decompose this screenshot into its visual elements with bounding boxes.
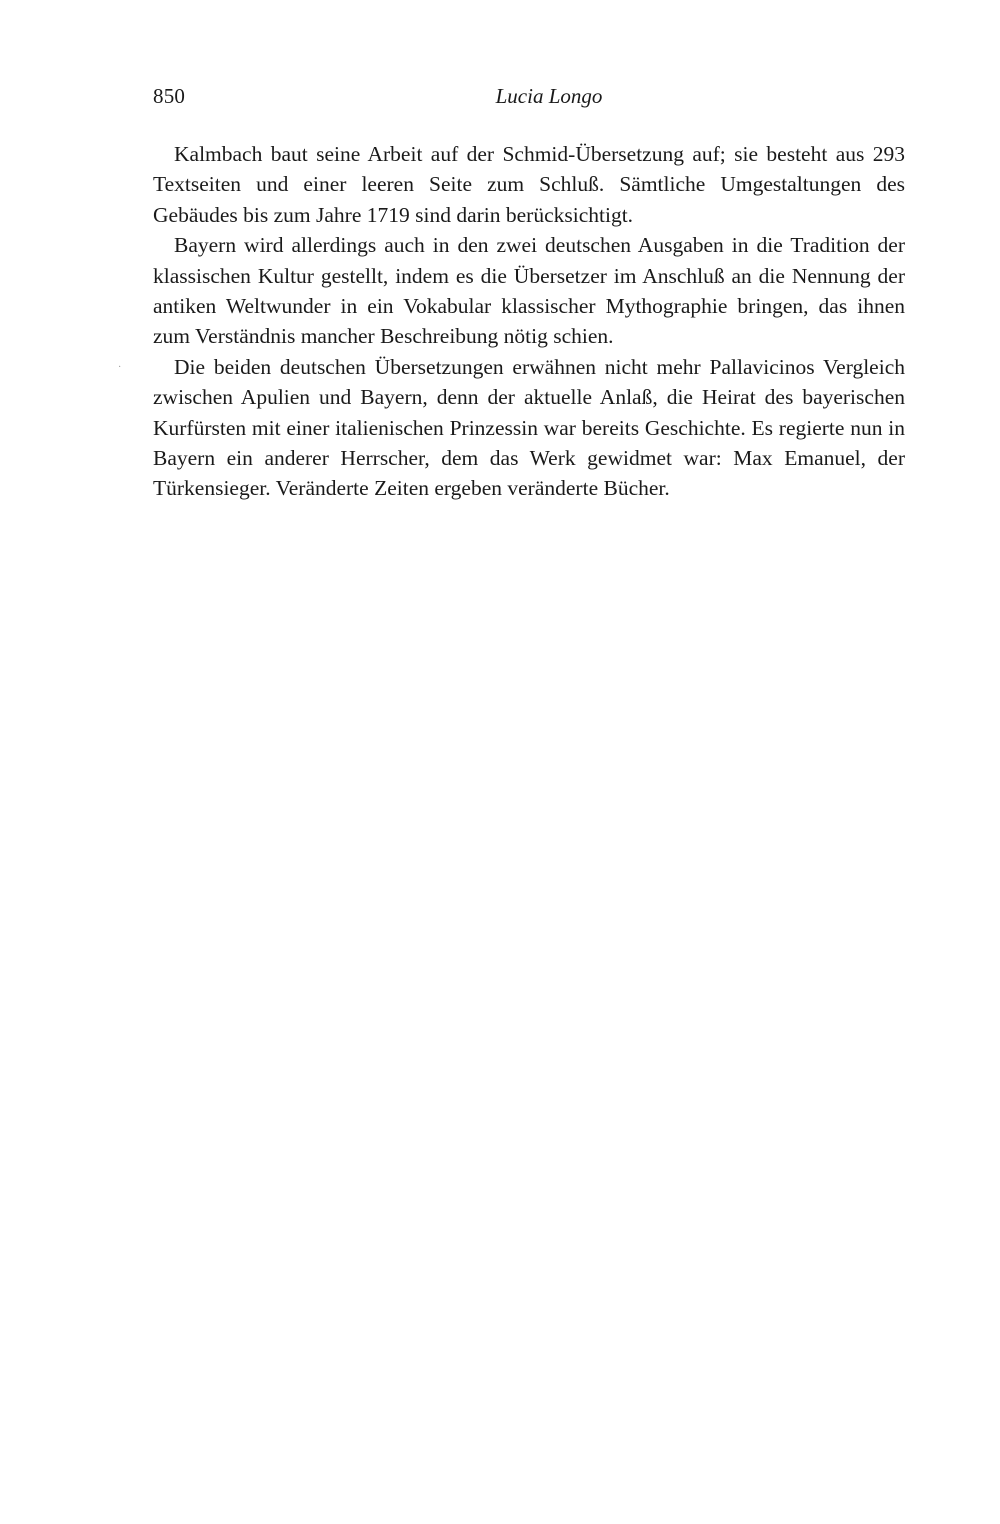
running-head [153,82,905,112]
paragraph: Bayern wird allerdings auch in den zwei deutschen Ausgaben in die Tradition der klassischen Kultur gestellt, indem es die Übersetzer im Anschluß an die Nennung der antiken Weltwunder in ein Vokabular klassischer Mythographie bringen, das ihnen zum Verständnis mancher Beschreibung nötig schien. [153,233,905,349]
page-number: 850 [153,84,186,108]
running-title: Lucia Longo [495,84,603,108]
body-text [153,139,905,504]
paragraph: Kalmbach baut seine Arbeit auf der Schmid-Übersetzung auf; sie besteht aus 293 Textseiten und einer leeren Seite zum Schluß. Sämtliche Umgestaltungen des Gebäudes bis zum Jahre 1719 sind darin berücksichtigt. [153,142,905,227]
margin-mark: · [118,362,122,373]
paragraph: Die beiden deutschen Übersetzungen erwähnen nicht mehr Pallavicinos Vergleich zwischen Apulien und Bayern, denn der aktuelle Anlaß, die Heirat des bayerischen Kurfürsten mit einer italienischen Prinzessin war bereits Geschichte. Es regierte nun in Bayern ein anderer Herrscher, dem das Werk gewidmet war: Max Emanuel, der Türkensieger. Veränderte Zeiten ergeben veränderte Bücher. [153,354,905,501]
